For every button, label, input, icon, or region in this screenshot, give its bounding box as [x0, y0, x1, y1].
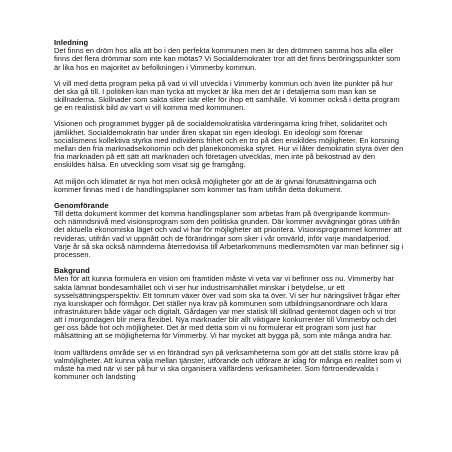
section-heading: Bakgrund [54, 266, 90, 276]
section-bakgrund [54, 267, 404, 381]
document-page [54, 39, 404, 389]
paragraph: Visionen och programmet bygger på de socialdemokratiska värderingarna kring frihet, solidaritet och jämlikhet. Socialdemokratin har under åren skapat sin egen ideologi. En ideologi som förenar socialismens kollektiva styrka med individens frihet och en tro på den enskildes möjligheter. En korsning mellan den fria marknadsekonomin och det planekonomiska styret. Hur vi låter demokratin styra över den fria marknaden på ett sätt att marknaden och företagen utvecklas, men inte på bekostnad av den enskildes hälsa. En utveckling som visat sig ge framgång. [54, 119, 404, 170]
paragraph: Men för att kunna formulera en vision om framtiden måste vi veta var vi befinner oss nu. Vimmerby har sakta lämnat bondesamhället och vi ser hur industrisamhället minskar i betydelse, ur ett sysselsättningsperspektiv. Ett tomrum växer över vad som ska ta över. Vi ser hur näringslivet frågar efter nya kunskaper och förmågor. Det ställer nya krav på kommunen som utbildningsanordnare och klara infrastrukturen både vägar och digitalt. Gårdagen var mer statisk till skillnad gentemot dagen och vi tror att i morgondagen blir mera flexibel. Nya marknader blir allt viktigare konkurrenter till Vimmerby och det ger oss både hot och möjligheter. Det är med detta som vi nu formulerar ett program som just har målsättning att se möjligheterna för Vimmerby. Vi har mycket att bygga på, som inte många andra har. [54, 274, 401, 341]
paragraph: Det finns en dröm hos alla att bo i den perfekta kommunen men är den drömmen samma hos alla eller finns det flera drömmar som inte kan mötas? Vi Socialdemokrater tror att det finns beröringspunkter som är lika hos en majoritet av befolkningen i Vimmerby kommun. [54, 46, 401, 72]
paragraph: Vi vill med detta program peka på vad vi vill utveckla i Vimmerby kommun och även lite punkter på hur det ska gå till. I politiken kan man tycka att mycket är lika men det är i detaljerna som man kan se skillnaderna. Skillnader som sakta sliter isär eller för ihop ett samhälle. Vi kommer också i detta program ge en realistisk bild av vart vi vill komma med kommunen. [54, 78, 400, 113]
section-genomforande [54, 202, 404, 259]
section-heading: Inledning [54, 38, 89, 47]
section-heading: Genomförande [54, 200, 109, 210]
paragraph: Att miljön och klimatet är nya hot men också möjligheter gör att de är givnai förutsättningarna och kommer finnas med i de handlingsplaner som kommer tas fram utifrån detta dokument. [54, 176, 377, 194]
section-inledning [54, 39, 404, 194]
paragraph: Inom välfärdens område ser vi en förändrad syn på verksamheterna som gör att det ställs större krav på valmöjligheter. Att kunna välja mellan tjänster, utförande och utförare är idag för många en realitet som vi måste ha med när vi ser på hur vi ska organisera välfärdens verksamheter. Som förtroendevalda i kommuner och landsting [54, 347, 402, 382]
paragraph: Till detta dokument kommer det komma handlingsplaner som arbetas fram på övergripande kommun- och nämndsnivå med visionsprogram som den politiska grunden. Där kommer avvägningar göras utifrån det aktuella ekonomiska läget och vad vi har för möjligheter att prioritera. Visionsprogrammet kommer att revideras, utifrån vad vi uppnått och de förändringar som sker i vår omvärld, inför varje mandatperiod. Varje år så ska också nämnderna återredovisa till Arbetarkommuns medlemsmöten var man befinner sig i processen. [54, 209, 404, 259]
